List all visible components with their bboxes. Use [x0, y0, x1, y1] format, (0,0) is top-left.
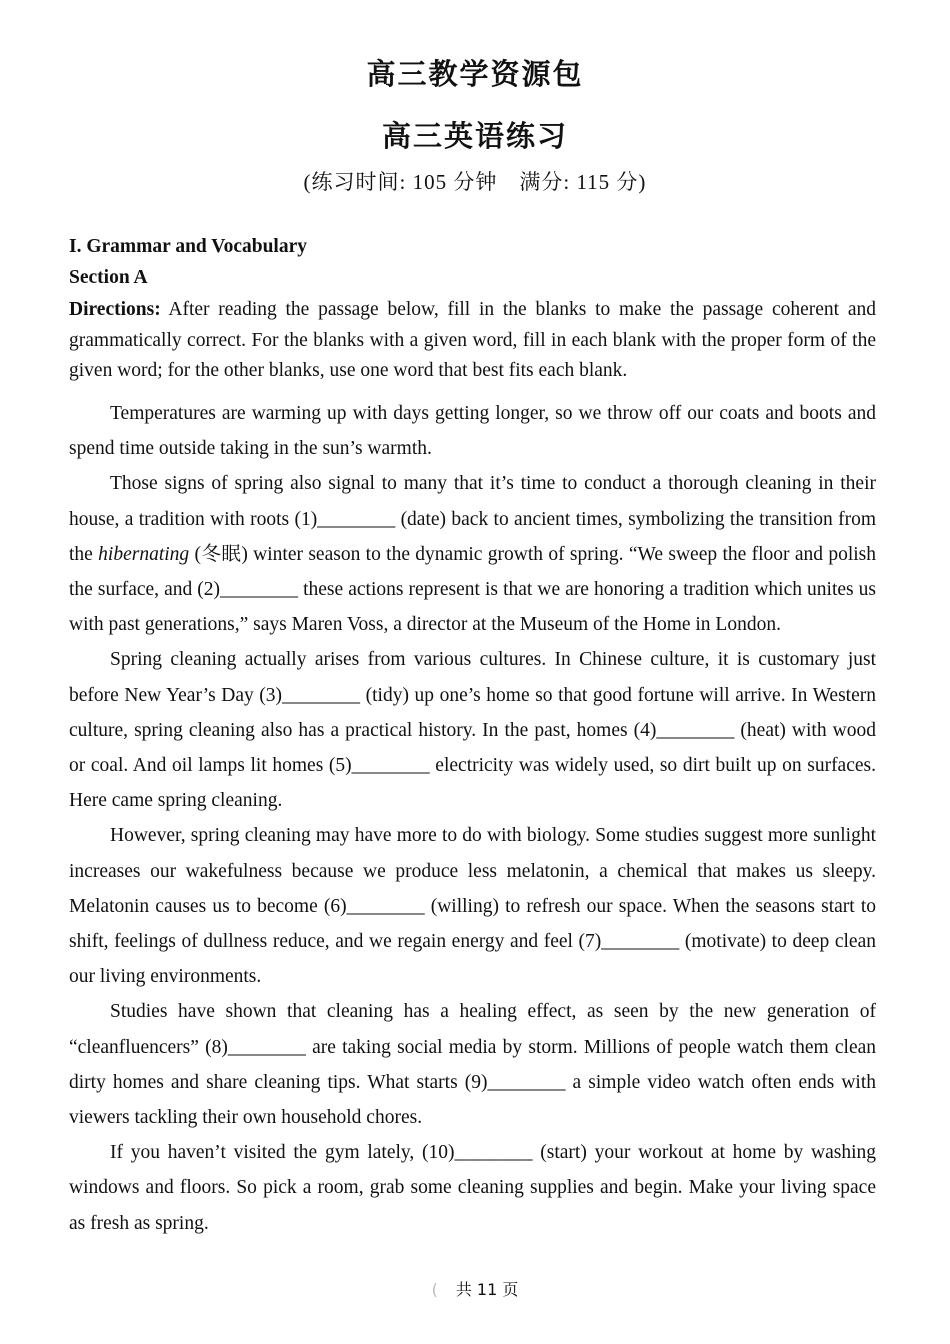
paragraph-2-italic-word: hibernating [98, 543, 190, 565]
footer-mark: ( [431, 1280, 438, 1299]
page-footer [0, 1277, 950, 1300]
paragraph-2-part-b: (冬眠) winter season to the dynamic growth of spring. “We sweep the floor and polish the surface, and (2)________ these actions represent is that we are honoring a tradition which unites us with past generations,” says Maren Voss, a director at the Museum of the Home in London. [69, 543, 876, 636]
directions-text: After reading the passage below, fill in the blanks to make the passage coherent and grammatically correct. For the blanks with a given word, fill in each blank with the proper form of the given word; for the other blanks, use one word that best fits each blank. [69, 299, 876, 381]
exam-info: (练习时间: 105 分钟 满分: 115 分) [303, 170, 647, 194]
section-heading: Section A [69, 267, 148, 288]
paragraph-5: Studies have shown that cleaning has a healing effect, as seen by the new generation of “cleanfluencers” (8)________ are taking social media by storm. Millions of people watch them clean dirty homes and share cleaning tips. What starts (9)________ a simple video watch often ends with viewers tackling their own household chores. [69, 1001, 876, 1129]
directions [69, 295, 876, 387]
resource-pack-title: 高三教学资源包 [366, 57, 584, 91]
directions-label: Directions: [69, 299, 161, 320]
paragraph-3: Spring cleaning actually arises from various cultures. In Chinese culture, it is customary just before New Year’s Day (3)________ (tidy) up one’s home so that good fortune will arrive. In Western culture, spring cleaning also has a practical history. In the past, homes (4)________ (heat) with wood or coal. And oil lamps lit homes (5)________ electricity was widely used, so dirt built up on surfaces. Here came spring cleaning. [69, 649, 876, 812]
passage [69, 396, 876, 1241]
page-count: 共 11 页 [455, 1280, 519, 1299]
paragraph-4: However, spring cleaning may have more to do with biology. Some studies suggest more sunlight increases our wakefulness because we produce less melatonin, a chemical that makes us sleepy. Melatonin causes us to become (6)________ (willing) to refresh our space. When the seasons start to shift, feelings of dullness reduce, and we regain energy and feel (7)________ (motivate) to deep clean our living environments. [69, 825, 876, 988]
paragraph-1: Temperatures are warming up with days getting longer, so we throw off our coats and boots and spend time outside taking in the sun’s warmth. [69, 403, 876, 460]
part-heading: I. Grammar and Vocabulary [69, 236, 307, 257]
exercise-title: 高三英语练习 [381, 119, 568, 153]
paragraph-2-part-a: Those signs of spring also signal to many that it’s time to conduct a thorough cleaning in their house, a tradition with roots (1)________ (date) back to ancient times, symbolizing the transition from the [69, 473, 876, 565]
paragraph-2 [69, 466, 876, 642]
paragraph-6: If you haven’t visited the gym lately, (10)________ (start) your workout at home by washing windows and floors. So pick a room, grab some cleaning supplies and begin. Make your living space as fresh as spring. [69, 1142, 876, 1234]
